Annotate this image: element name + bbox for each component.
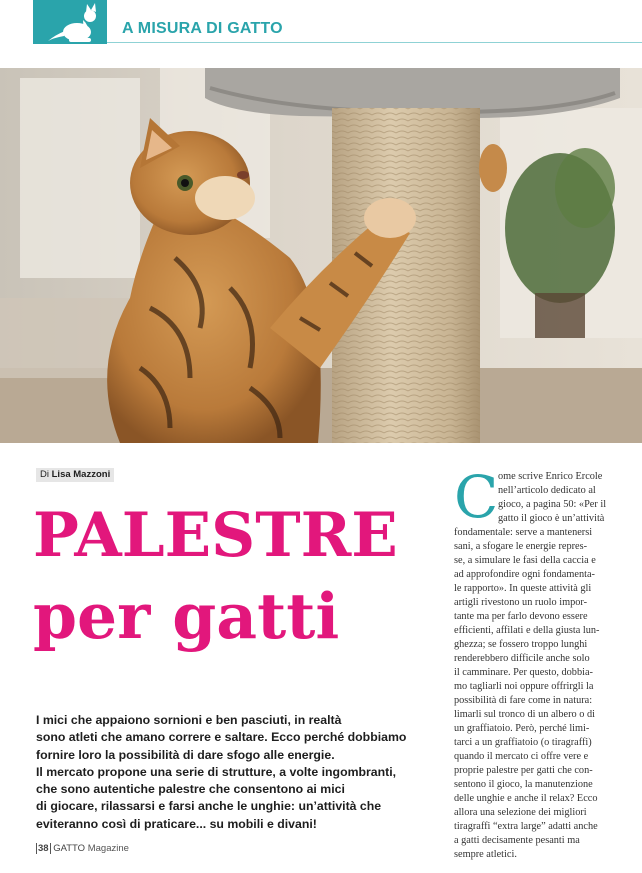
- body-line: limarli sul tronco di un albero o di: [454, 709, 595, 720]
- body-line: sentono il gioco, la manutenzione: [454, 779, 593, 790]
- body-line: un graffiatoio. Però, perché limi-: [454, 723, 590, 734]
- body-line: sempre atletici.: [454, 849, 517, 860]
- cat-silhouette-icon: [33, 0, 107, 44]
- hero-photo: [0, 68, 642, 443]
- lead-line: di giocare, rilassarsi e farsi anche le unghie: un’attività che: [36, 799, 382, 814]
- byline: [36, 468, 114, 482]
- magazine-name: GATTO: [53, 843, 86, 854]
- lead-line: che sono autentiche palestre che consentono ai mici: [36, 782, 345, 797]
- body-line: renderebbero difficile anche solo: [454, 653, 590, 664]
- headline-line-1: PALESTRE: [33, 500, 398, 571]
- body-line: quando il mercato ci offre vere e: [454, 751, 589, 762]
- body-line: allora una selezione dei migliori: [454, 807, 587, 818]
- section-badge: [33, 0, 107, 44]
- drop-cap: C: [454, 463, 499, 531]
- lead-paragraph: [36, 712, 426, 833]
- lead-line: fornire loro la possibilità di dare sfogo alle energie.: [36, 747, 335, 762]
- body-column: [454, 463, 610, 862]
- byline-author: Lisa Mazzoni: [51, 469, 111, 480]
- header-rule: [107, 42, 642, 43]
- body-line: proprie palestre per gatti che con-: [454, 765, 593, 776]
- byline-prefix: Di: [40, 469, 49, 480]
- page-footer: [36, 843, 129, 854]
- body-line: gatto il gioco è un’attività: [498, 513, 605, 524]
- body-line: gioco, a pagina 50: «Per il: [498, 499, 607, 510]
- body-line: nell’articolo dedicato al: [498, 485, 596, 496]
- body-line: artigli rivestono un ruolo impor-: [454, 597, 588, 608]
- lead-line: eviteranno così di praticare... su mobili e divani!: [36, 816, 317, 831]
- body-line: ad approfondire ogni fondamenta-: [454, 569, 595, 580]
- page-number: 38: [38, 843, 49, 854]
- body-line: possibilità di fare come in natura:: [454, 695, 593, 706]
- body-line: a gatti decisamente pesanti ma: [454, 835, 580, 846]
- body-line: tante ma per farlo devono essere: [454, 611, 588, 622]
- body-line: fondamentale: serve a mantenersi: [454, 527, 593, 538]
- headline-line-2: per gatti: [33, 579, 340, 653]
- lead-line: Il mercato propone una serie di strutture, a volte ingombranti,: [36, 764, 397, 779]
- body-line: efficienti, affilati e della giusta lun-: [454, 625, 600, 636]
- body-line: sani, a sfogare le energie repres-: [454, 541, 588, 552]
- body-line: le rapporto». In queste attività gli: [454, 583, 592, 594]
- body-line: mo tagliarli noi oppure offrirgli la: [454, 681, 594, 692]
- section-title: A MISURA DI GATTO: [122, 20, 283, 37]
- magazine-suffix: Magazine: [87, 843, 129, 854]
- body-line: se, a simulare le fasi della caccia e: [454, 555, 596, 566]
- lead-line: I mici che appaiono sornioni e ben pasciuti, in realtà: [36, 713, 342, 727]
- body-line: il camminare. Per questo, dobbia-: [454, 667, 593, 678]
- lead-line: sono atleti che amano correre e saltare. Ecco perché dobbiamo: [36, 730, 407, 745]
- body-line: delle unghie e anche il relax? Ecco: [454, 793, 598, 804]
- body-line: tarci a un graffiatoio (o tiragraffi): [454, 737, 592, 748]
- body-line: tiragraffi “extra large” adatti anche: [454, 821, 598, 832]
- body-line: ome scrive Enrico Ercole: [498, 471, 603, 482]
- body-line: ghezza; se fossero troppo lunghi: [454, 639, 588, 650]
